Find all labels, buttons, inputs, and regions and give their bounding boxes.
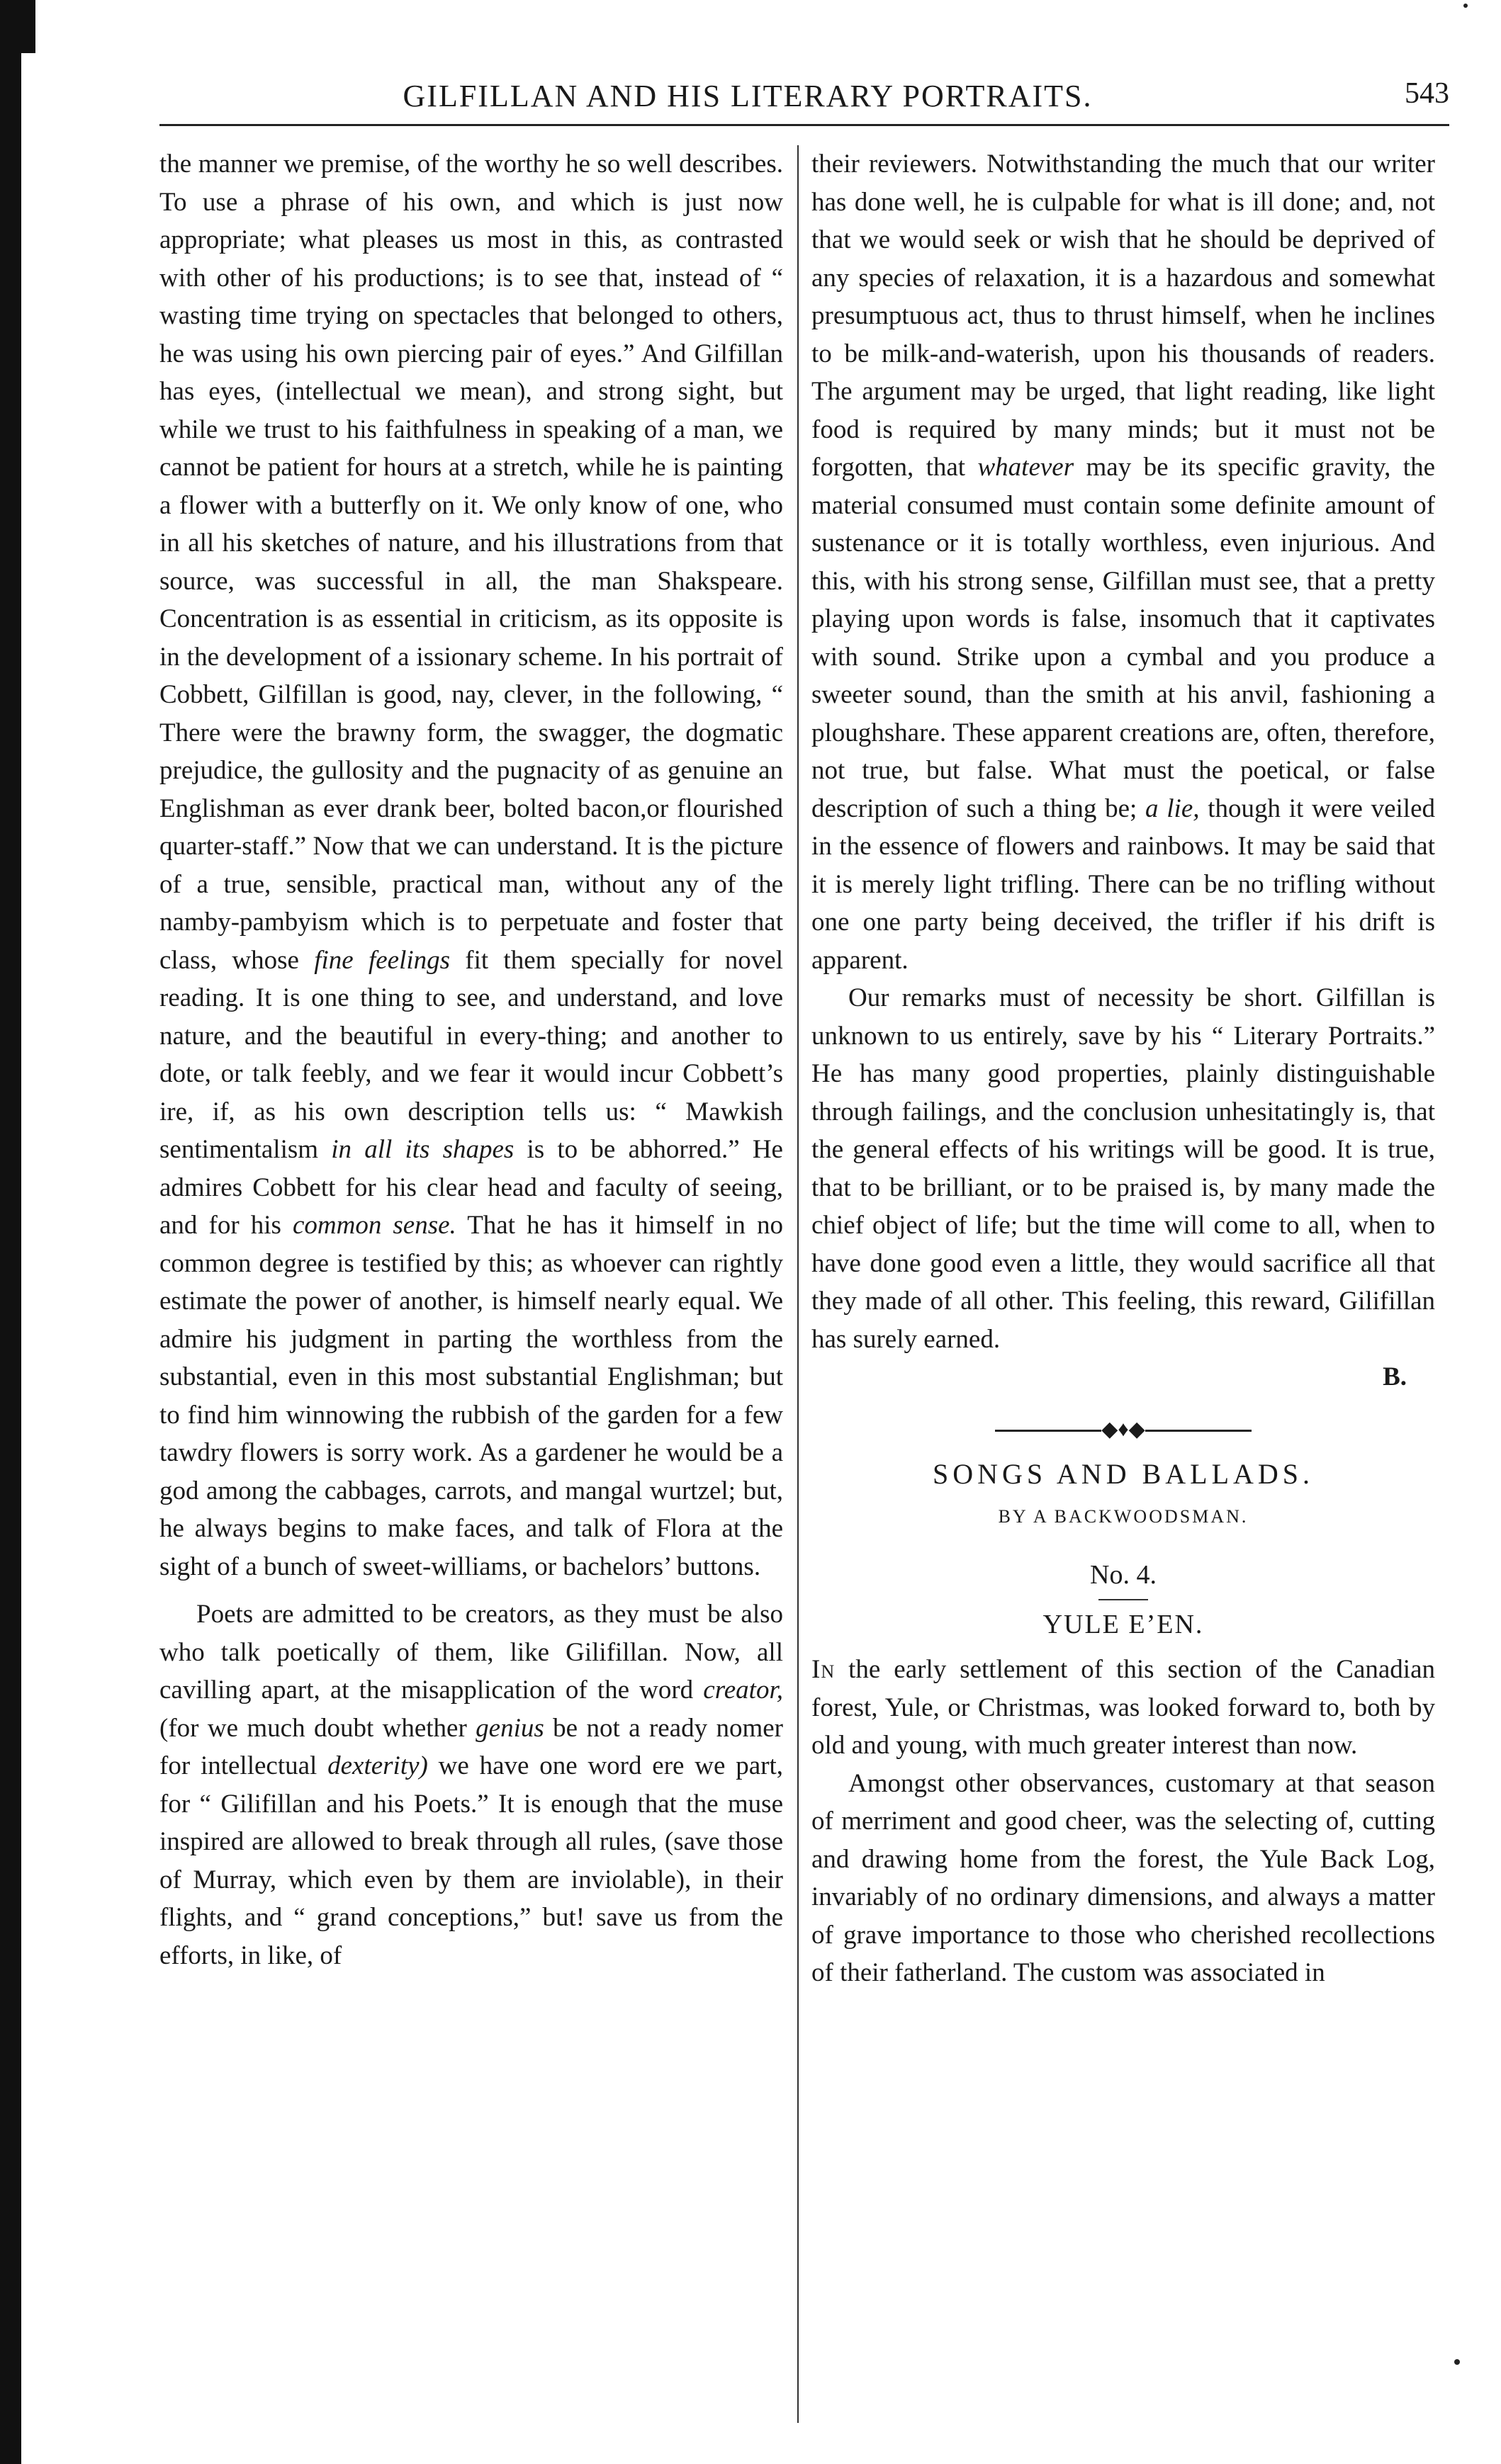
column-divider — [797, 145, 799, 2423]
header-rule — [159, 124, 1449, 126]
ornament-rule-right — [1145, 1430, 1252, 1432]
running-title: GILFILLAN AND HIS LITERARY PORTRAITS. — [403, 79, 1093, 113]
ballad-number: No. 4. — [1090, 1560, 1157, 1590]
ornament-glyph: ◆♦◆ — [1101, 1417, 1145, 1441]
paragraph: the manner we premise, of the worthy he so well describes. To use a phrase of his own, and which is just now appropriate; what pleases us most in this, as contrasted with other of his productions; is to see that, instead of “ wasting time trying on spectacles that belonged to others, he was using his own piercing pair of eyes.” And Gilfillan has eyes, (intellectual we mean), and strong sight, but while we trust to his faithfulness in speaking of a man, we cannot be patient for hours at a stretch, while he is painting a flower with a butterfly on it. We only know of one, who in all his sketches of nature, and his illustrations from that source, was successful in all, the man Shakspeare. Concentration is as essential in criticism, as its opposite is in the development of a issionary scheme. In his portrait of Cobbett, Gilfillan is good, nay, clever, in the following, “ There were the brawny form, the swagger, the dogmatic prejudice, the gullosity and the pugnacity of as genuine an Englishman as ever drank beer, bolted bacon,or flourished quarter-staff.” Now that we can understand. It is the picture of a true, sensible, practical man, without any of the namby-pambyism which is to perpetuate and foster that class, whose fine feelings fit them specially for novel reading. It is one thing to see, and understand, and love nature, and the beautiful in every-thing; and another to dote, or talk feebly, and we fear it would incur Cobbett’s ire, if, as his own description tells us: “ Mawkish sentimentalism in all its shapes is to be abhorred.” He admires Cobbett for his clear head and faculty of seeing, and for his common sense. That he has it himself in no common degree is testified by this; as whoever can rightly estimate the power of another, is himself nearly equal. We admire his judgment in parting the worthless from the substantial, even in this most substantial Englishman; but to find him winnowing the rubbish of the garden for a few tawdry flowers is sorry work. As a gardener he would be a god among the cabbages, carrots, and mangal wurtzel; but, he always begins to make faces, and talk of Flora at the sight of a bunch of sweet-williams, or bachelors’ buttons. — [159, 149, 783, 1581]
paragraph: Our remarks must of necessity be short. Gilfillan is unknown to us entirely, save by his “ Literary Portraits.” He has many good properties, plainly distinguishable through failings, and the conclusion unhesitatingly is, that the general effects of his writings will be good. It is true, that to be brilliant, or to be praised is, by many made the chief object of life; but the time will come to all, when to have done good even a little, they would sacrifice all that they made of all other. This feeling, this reward, Gilifillan has surely earned. — [811, 983, 1435, 1354]
initial-word: In — [811, 1655, 836, 1684]
page-number: 543 — [1405, 77, 1449, 110]
page-header — [159, 71, 1449, 113]
section-ornament — [811, 1411, 1435, 1449]
paragraph: their reviewers. Notwithstanding the much that our writer has done well, he is culpable for what is ill done; and, not that we would seek or wish that he should be deprived of any species of relaxation, it is a hazardous and somewhat presumptuous act, thus to thrust himself, when he inclines to be milk-and-waterish, upon his thousands of readers. The argument may be urged, that light reading, like light food is required by many minds; but it must not be forgotten, that whatever may be its specific gravity, the material consumed must contain some definite amount of sustenance or it is totally worthless, even injurious. And this, with his strong sense, Gilfillan must see, that a pretty playing upon words is false, insomuch that it captivates with sound. Strike upon a cymbal and you produce a sweeter sound, than the smith at his anvil, fashioning a ploughshare. These apparent creations are, often, therefore, not true, but false. What must the poetical, or false description of such a thing be; a lie, though it were veiled in the essence of flowers and rainbows. It may be said that it is merely light trifling. There can be no trifling without one one party being deceived, the trifler if his drift is apparent. — [811, 149, 1435, 975]
ballad-title: YULE E’EN. — [1042, 1609, 1204, 1639]
paragraph: Amongst other observances, customary at that season of merriment and good cheer, was the selecting of, cutting and drawing home from the forest, the Yule Back Log, invariably of no ordinary dimensions, and always a matter of grave importance to those who cherished recollections of their fatherland. The custom was associated in — [811, 1768, 1435, 1987]
right-column — [811, 145, 1435, 1992]
page — [159, 71, 1449, 2409]
speck-mark — [1463, 4, 1468, 8]
binding-edge-top — [21, 0, 35, 53]
ornament-rule-left — [995, 1430, 1101, 1432]
section-title: SONGS AND BALLADS. — [932, 1458, 1315, 1490]
paragraph: In the early settlement of this section of the Canadian forest, Yule, or Christmas, was looked forward to, both by old and young, with much greater interest than now. — [811, 1655, 1435, 1760]
binding-edge — [0, 0, 21, 2464]
byline: BY A BACKWOODSMAN. — [998, 1505, 1249, 1527]
title-rule — [1098, 1599, 1148, 1600]
left-column — [159, 145, 783, 1974]
speck-mark — [1454, 2359, 1460, 2365]
paragraph: Poets are admitted to be creators, as they must be also who talk poetically of them, like Gilifillan. Now, all cavilling apart, at the misapplication of the word creator, (for we much doubt whether genius be not a ready nomer for intellectual dexterity) we have one word ere we part, for “ Gilifillan and his Poets.” It is enough that the muse inspired are allowed to break through all rules, (save those of Murray, which even by them are inviolable), in their flights, and “ grand conceptions,” but! save us from the efforts, in like, of — [159, 1600, 783, 1970]
author-signature: B. — [1383, 1362, 1407, 1391]
